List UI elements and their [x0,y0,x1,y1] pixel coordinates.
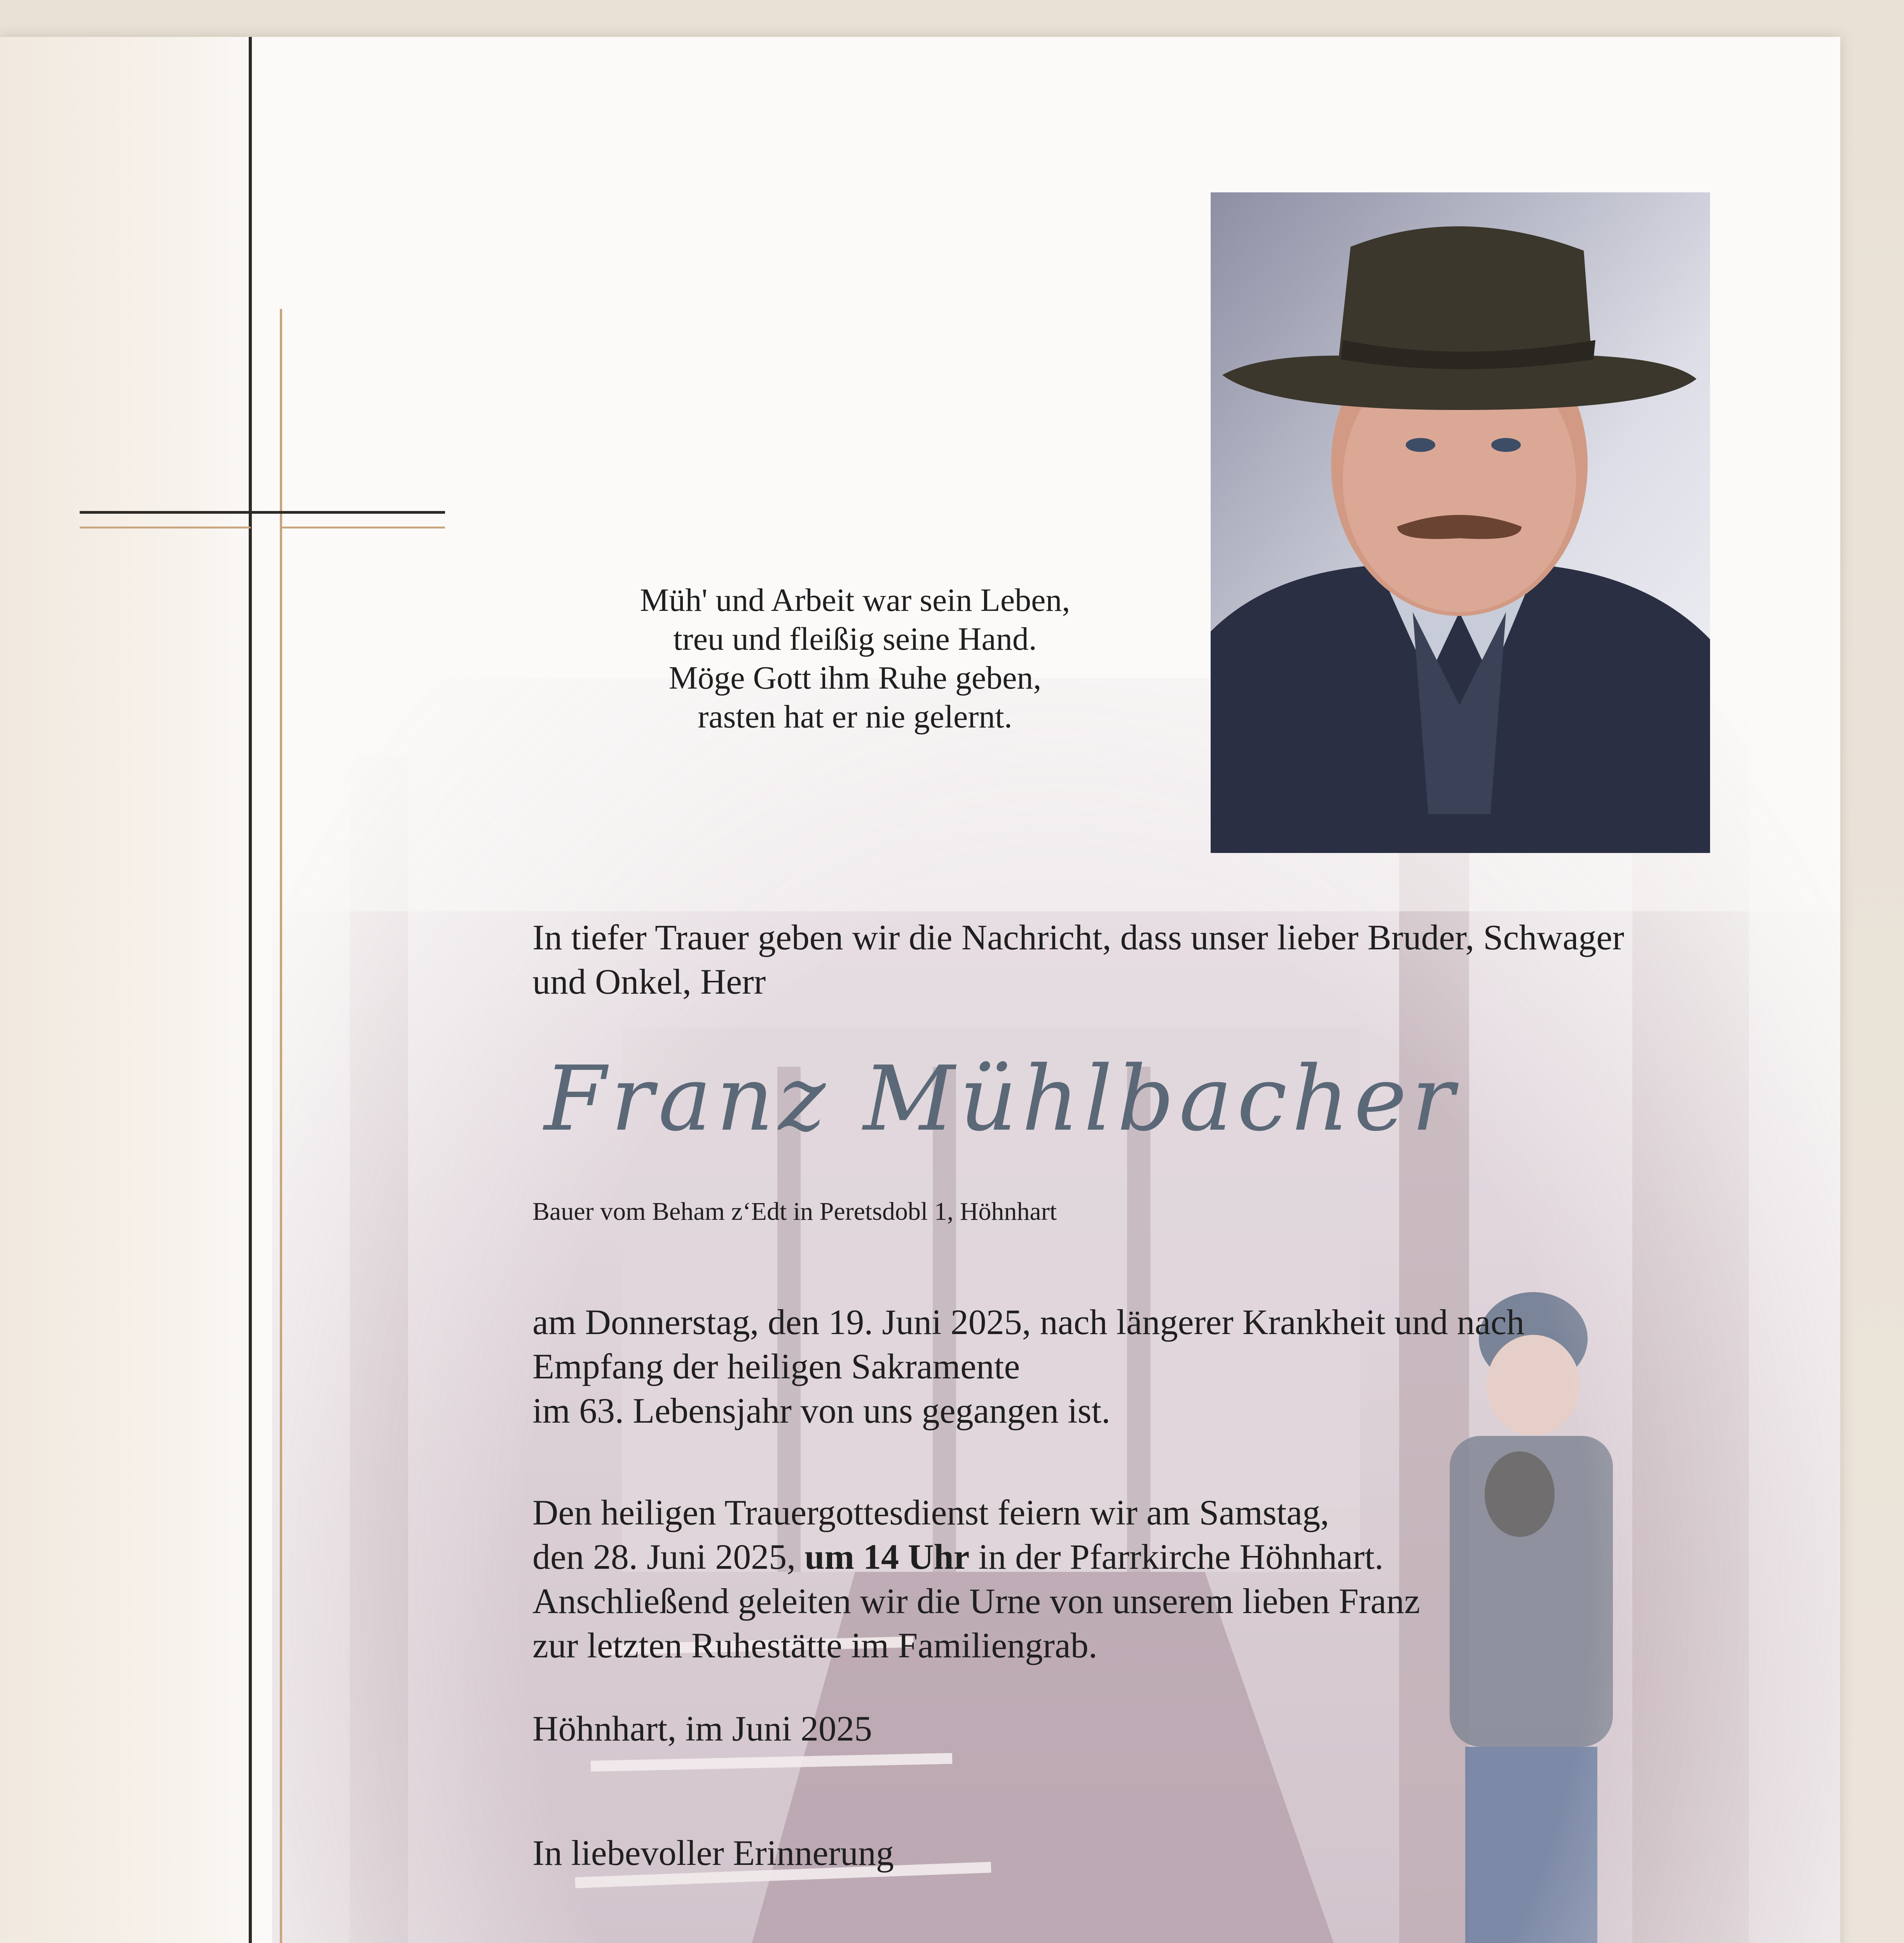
announcement-intro [532,915,1796,1004]
service-line [532,1535,1698,1579]
cross-vertical-gold [280,309,282,1943]
death-line: Empfang der heiligen Sakramente [532,1346,1020,1386]
cross-horizontal-gold-left [80,527,251,528]
cross-horizontal-gold-right [282,527,445,528]
portrait-photo [1211,192,1710,853]
cross-horizontal-dark [80,511,445,514]
memory-phrase: In liebevoller Erinnerung [532,1833,894,1873]
memorial-verse [599,581,1112,736]
funeral-service-info [532,1490,1698,1667]
service-time: um 14 Uhr [805,1537,970,1577]
verse-line: Möge Gott ihm Ruhe geben, [668,660,1042,696]
obituary-sheet [0,37,1840,1943]
verse-line: rasten hat er nie gelernt. [698,699,1012,735]
verse-line: Müh' und Arbeit war sein Leben, [640,582,1070,618]
verse-line: treu und fleißig seine Hand. [673,621,1037,657]
service-line: Den heiligen Trauergottesdienst feiern wir am Samstag, [532,1493,1330,1532]
death-notice [532,1300,1698,1433]
cross-vertical-dark [249,37,252,1943]
service-place: in der Pfarrkirche Höhnhart. [969,1537,1384,1577]
service-date: den 28. Juni 2025, [532,1537,805,1577]
intro-line: In tiefer Trauer geben wir die Nachricht, dass unser lieber Bruder, Schwager [532,917,1625,957]
intro-line: und Onkel, Herr [532,962,766,1001]
margin-strip [0,37,264,1943]
deceased-occupation: Bauer vom Beham z‘Edt in Peretsdobl 1, Höhnhart [532,1197,1057,1226]
death-line: im 63. Lebensjahr von uns gegangen ist. [532,1391,1111,1430]
service-line: zur letzten Ruhestätte im Familiengrab. [532,1626,1098,1665]
deceased-name: Franz Mühlbacher [544,1047,1459,1151]
death-line: am Donnerstag, den 19. Juni 2025, nach längerer Krankheit und nach [532,1302,1525,1342]
service-line: Anschließend geleiten wir die Urne von unserem lieben Franz [532,1581,1420,1621]
place-and-date: Höhnhart, im Juni 2025 [532,1709,872,1748]
